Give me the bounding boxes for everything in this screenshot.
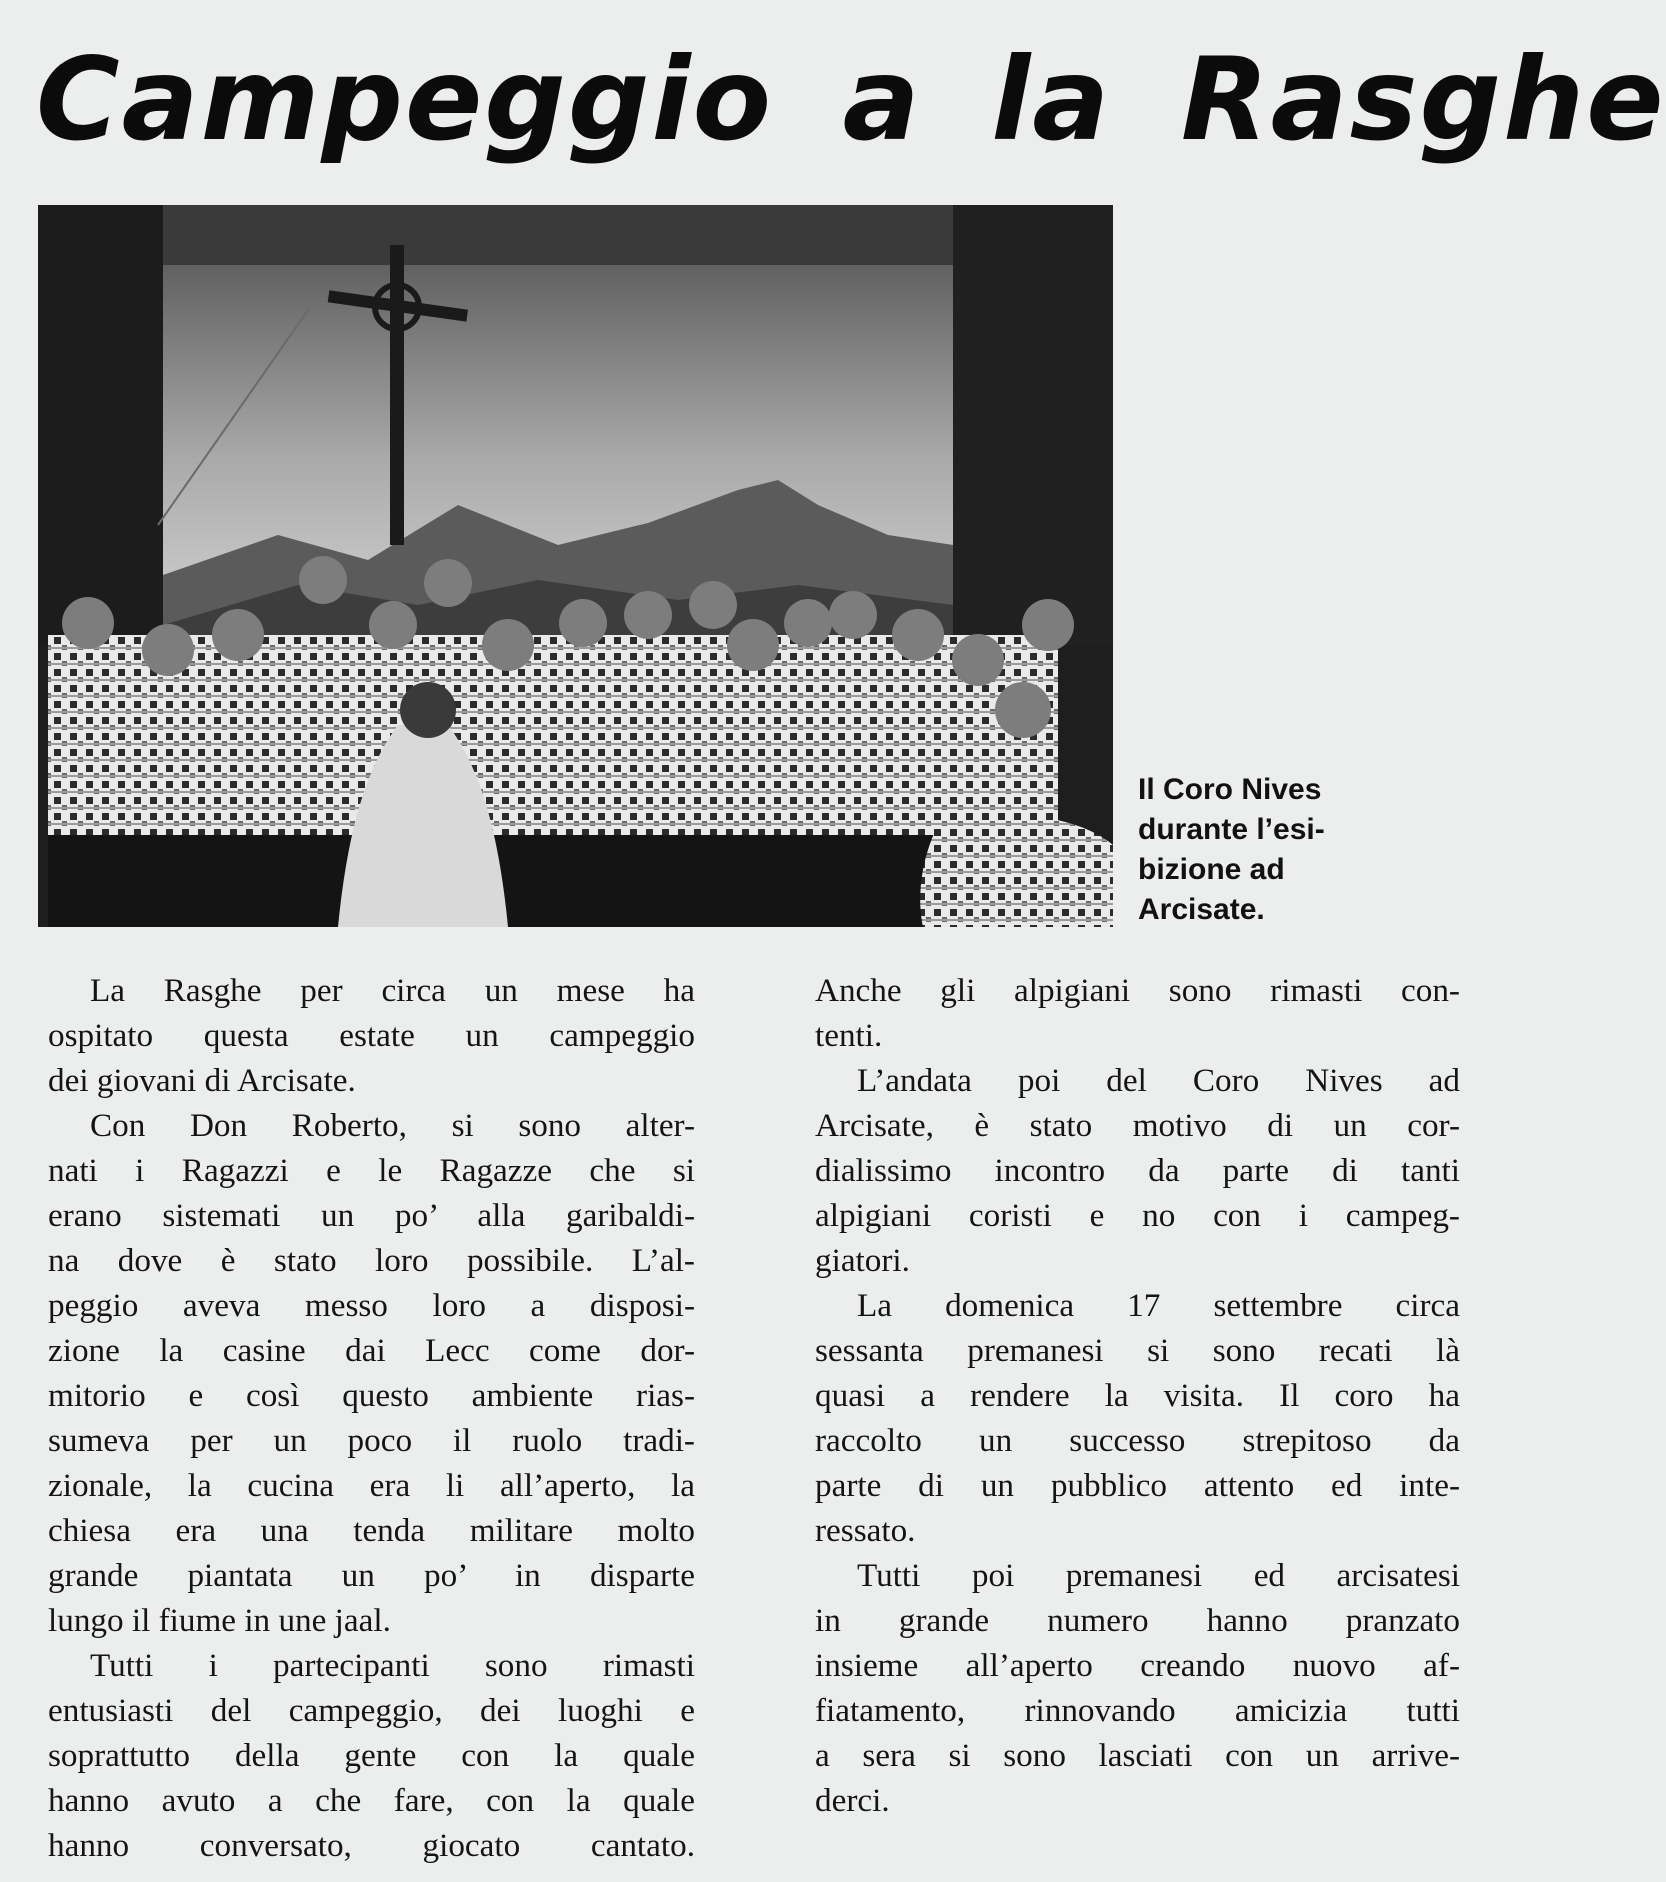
text-line: lungo il fiume in une jaal. — [48, 1602, 391, 1639]
article-title: Campeggio a la Rasghe — [36, 33, 1666, 166]
paragraph — [48, 1643, 695, 1868]
text-line: Tutti i partecipanti sono rimasti — [90, 1647, 695, 1684]
text-line: fiatamento, rinnovando amicizia tutti — [815, 1692, 1460, 1729]
text-line: soprattutto della gente con la quale — [48, 1737, 695, 1774]
text-line: ospitato questa estate un campeggio — [48, 1017, 695, 1054]
text-line: tenti. — [815, 1017, 883, 1054]
text-line: na dove è stato loro possibile. L’al- — [48, 1242, 695, 1279]
text-line: Anche gli alpigiani sono rimasti con- — [815, 972, 1460, 1009]
paragraph — [815, 1058, 1460, 1283]
article-column-right — [815, 968, 1460, 1823]
text-line: hanno avuto a che fare, con la quale — [48, 1782, 695, 1819]
text-line: Con Don Roberto, si sono alter- — [90, 1107, 695, 1144]
paragraph — [815, 1283, 1460, 1553]
text-line: grande piantata un po’ in disparte — [48, 1557, 695, 1594]
caption-line: bizione ad — [1138, 853, 1285, 886]
text-line: zionale, la cucina era li all’aperto, la — [48, 1467, 695, 1504]
text-line: raccolto un successo strepitoso da — [815, 1422, 1460, 1459]
text-line: L’andata poi del Coro Nives ad — [857, 1062, 1460, 1099]
caption-line: durante l’esi- — [1138, 813, 1325, 846]
caption-line: Il Coro Nives — [1138, 773, 1322, 806]
text-line: Arcisate, è stato motivo di un cor- — [815, 1107, 1460, 1144]
text-line: parte di un pubblico attento ed inte- — [815, 1467, 1460, 1504]
text-line: La domenica 17 settembre circa — [857, 1287, 1460, 1324]
text-line: sessanta premanesi si sono recati là — [815, 1332, 1460, 1369]
paragraph — [48, 968, 695, 1103]
text-line: nati i Ragazzi e le Ragazze che si — [48, 1152, 695, 1189]
choir-photo — [38, 205, 1113, 927]
text-line: derci. — [815, 1782, 890, 1819]
caption-line: Arcisate. — [1138, 893, 1265, 926]
text-line: alpigiani coristi e no con i campeg- — [815, 1197, 1460, 1234]
paragraph — [48, 1103, 695, 1643]
text-line: giatori. — [815, 1242, 910, 1279]
text-line: zione la casine dai Lecc come dor- — [48, 1332, 695, 1369]
paragraph — [815, 968, 1460, 1058]
text-line: sumeva per un poco il ruolo tradi- — [48, 1422, 695, 1459]
text-line: La Rasghe per circa un mese ha — [90, 972, 695, 1009]
text-line: erano sistemati un po’ alla garibaldi- — [48, 1197, 695, 1234]
text-line: a sera si sono lasciati con un arrive- — [815, 1737, 1460, 1774]
text-line: peggio aveva messo loro a disposi- — [48, 1287, 695, 1324]
article-column-left — [48, 968, 695, 1868]
text-line: Tutti poi premanesi ed arcisatesi — [857, 1557, 1460, 1594]
text-line: ressato. — [815, 1512, 916, 1549]
paragraph — [815, 1553, 1460, 1823]
text-line: chiesa era una tenda militare molto — [48, 1512, 695, 1549]
text-line: dialissimo incontro da parte di tanti — [815, 1152, 1460, 1189]
text-line: hanno conversato, giocato cantato. — [48, 1827, 695, 1864]
text-line: quasi a rendere la visita. Il coro ha — [815, 1377, 1460, 1414]
text-line: in grande numero hanno pranzato — [815, 1602, 1460, 1639]
text-line: mitorio e così questo ambiente rias- — [48, 1377, 695, 1414]
text-line: dei giovani di Arcisate. — [48, 1062, 356, 1099]
photo-caption — [1138, 770, 1378, 930]
text-line: entusiasti del campeggio, dei luoghi e — [48, 1692, 695, 1729]
text-line: insieme all’aperto creando nuovo af- — [815, 1647, 1460, 1684]
